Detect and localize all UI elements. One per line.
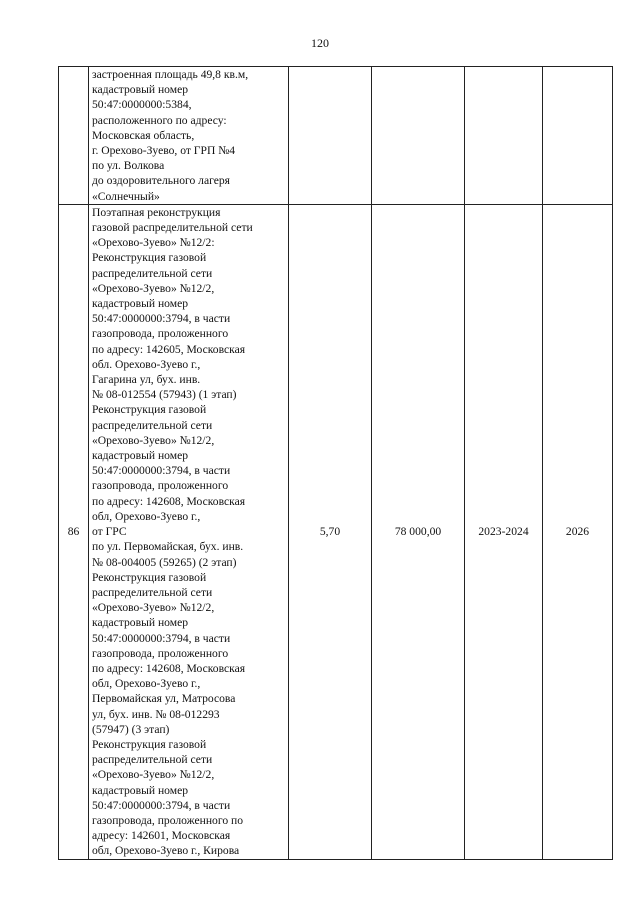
description-line: г. Орехово-Зуево, от ГРП №4 [92,144,236,158]
description-line: до оздоровительного лагеря [92,174,230,188]
row-number-cell: 86 [59,204,89,859]
description-line: Реконструкция газовой [92,251,207,265]
description-line: по ул. Волкова [92,159,165,173]
description-line: распределительной сети [92,585,213,599]
description-cell [89,204,289,859]
description-line: 50:47:0000000:5384, [92,98,192,112]
description-line: обл. Орехово-Зуево г., [92,357,201,371]
description-line: по адресу: 142608, Московская [92,661,246,675]
description-line: газопровода, проложенного [92,327,229,341]
description-line: распределительной сети [92,418,213,432]
description-line: распределительной сети [92,753,213,767]
length-cell [289,67,372,205]
period-cell [465,67,543,205]
description-line: по ул. Первомайская, бух. инв. [92,540,244,554]
description-line: «Орехово-Зуево» №12/2: [92,236,215,250]
description-line: кадастровый номер [92,449,189,463]
description-line: газопровода, проложенного по [92,813,244,827]
description-line: застроенная площадь 49,8 кв.м, [92,68,249,81]
description-line: адресу: 142601, Московская [92,829,231,843]
year-cell: 2026 [543,204,613,859]
row-number-cell [59,67,89,205]
description-line: «Орехово-Зуево» №12/2, [92,768,215,782]
description-line: 50:47:0000000:3794, в части [92,798,231,812]
description-line: газопровода, проложенного [92,646,229,660]
length-cell: 5,70 [289,204,372,859]
description-line: № 08-004005 (59265) (2 этап) [92,555,237,569]
description-line: Поэтапная реконструкция [92,205,221,219]
description-line: «Солнечный» [92,189,160,203]
cost-cell: 78 000,00 [372,204,465,859]
description-line: распределительной сети [92,266,213,280]
period-cell: 2023-2024 [465,204,543,859]
description-line: обл, Орехово-Зуево г., [92,509,201,523]
description-line: «Орехово-Зуево» №12/2, [92,601,215,615]
description-line: Реконструкция газовой [92,570,207,584]
description-line: 50:47:0000000:3794, в части [92,631,231,645]
description-line: расположенного по адресу: [92,113,227,127]
description-line: обл, Орехово-Зуево г., Кирова [92,844,240,858]
description-line: кадастровый номер [92,783,189,797]
table-row [59,204,613,859]
description-line: по адресу: 142605, Московская [92,342,246,356]
description-line: № 08-012554 (57943) (1 этап) [92,388,237,402]
description-line: «Орехово-Зуево» №12/2, [92,281,215,295]
document-table [58,66,613,860]
page-number: 120 [311,36,329,50]
description-line: 50:47:0000000:3794, в части [92,312,231,326]
description-cell [89,67,289,205]
description-line: от ГРС [92,525,127,539]
description-line: 50:47:0000000:3794, в части [92,464,231,478]
description-line: «Орехово-Зуево» №12/2, [92,433,215,447]
table-row [59,67,613,205]
description-line: обл, Орехово-Зуево г., [92,677,201,691]
description-line: кадастровый номер [92,83,189,97]
cost-cell [372,67,465,205]
description-line: по адресу: 142608, Московская [92,494,246,508]
description-line: газовой распределительной сети [92,221,253,235]
description-line: кадастровый номер [92,616,189,630]
description-line: Реконструкция газовой [92,737,207,751]
description-line: Первомайская ул, Матросова [92,692,236,706]
description-line: Московская область, [92,128,195,142]
description-line: газопровода, проложенного [92,479,229,493]
description-line: (57947) (3 этап) [92,722,170,736]
description-line: кадастровый номер [92,297,189,311]
description-line: Реконструкция газовой [92,403,207,417]
description-line: ул, бух. инв. № 08-012293 [92,707,220,721]
description-line: Гагарина ул, бух. инв. [92,373,201,387]
year-cell [543,67,613,205]
